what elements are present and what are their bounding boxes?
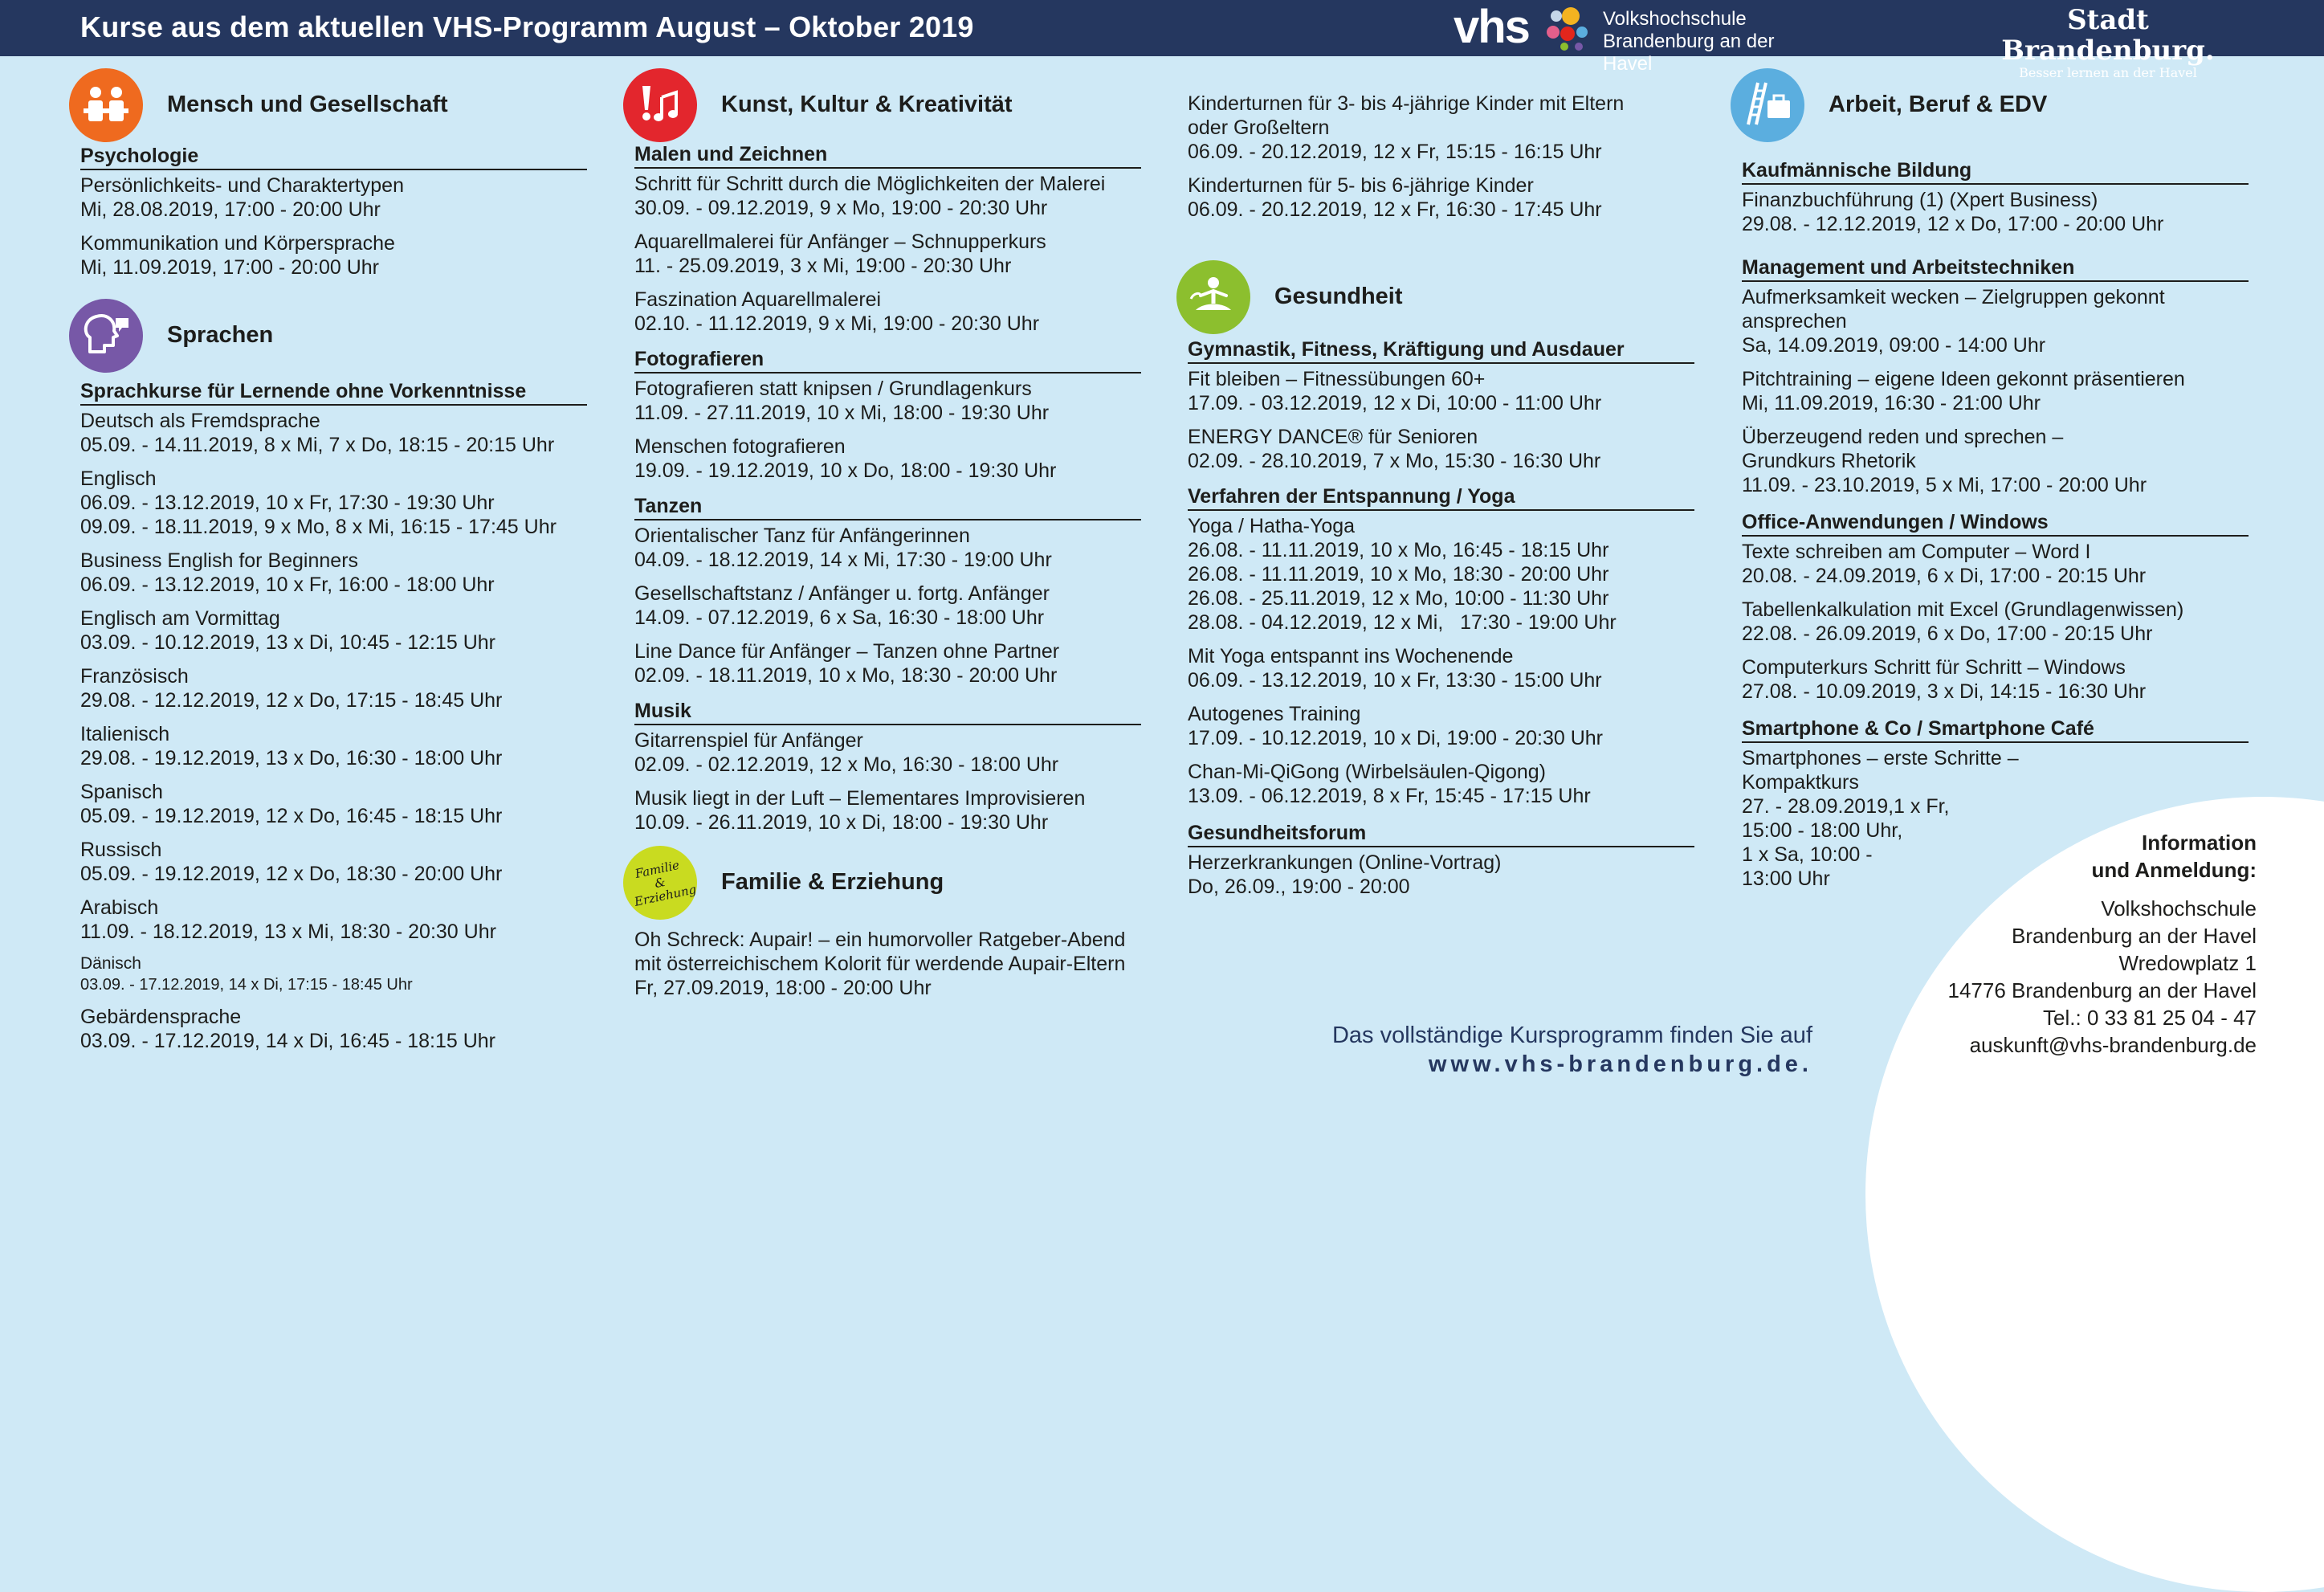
familie-badge-icon: Familie & Erziehung	[623, 846, 697, 920]
course-item: Kinderturnen für 3- bis 4-jährige Kinder mit Eltern oder Großeltern 06.09. - 20.12.2019, 12 x Fr, 15:15 - 16:15 Uhr	[1188, 92, 1625, 163]
vhs-logo-word: vhs	[1454, 1, 1529, 53]
course-item: Russisch 05.09. - 19.12.2019, 12 x Do, 18:30 - 20:00 Uhr	[80, 839, 503, 885]
category-title: Sprachen	[167, 322, 274, 348]
section-kinderturnen	[1188, 92, 1694, 222]
course-item: Italienisch 29.08. - 19.12.2019, 13 x Do, 16:30 - 18:00 Uhr	[80, 723, 503, 769]
category-title: Mensch und Gesellschaft	[167, 92, 448, 117]
info-email-link[interactable]: auskunft@vhs-brandenburg.de	[1969, 1033, 2257, 1057]
category-title: Gesundheit	[1274, 284, 1403, 309]
section-heading: Gesundheitsforum	[1188, 821, 1694, 847]
info-heading: Information	[2142, 831, 2257, 855]
page-title: Kurse aus dem aktuellen VHS-Programm August – Oktober 2019	[80, 10, 974, 43]
course-item: Line Dance für Anfänger – Tanzen ohne Partner 02.09. - 18.11.2019, 10 x Mo, 18:30 - 20:00 Uhr	[634, 640, 1060, 687]
info-phone: Tel.: 0 33 81 25 04 - 47	[2043, 1006, 2257, 1030]
city-logo-name: Stadt Brandenburg.	[2001, 4, 2215, 67]
course-item: Oh Schreck: Aupair! – ein humorvoller Ratgeber-Abend mit österreichischem Kolorit für werdende Aupair-Eltern Fr, 27.09.2019, 18:00 - 20:00 Uhr	[634, 929, 1126, 999]
course-item: Spanisch 05.09. - 19.12.2019, 12 x Do, 16:45 - 18:15 Uhr	[80, 781, 503, 827]
section-heading: Kaufmännische Bildung	[1742, 158, 2249, 185]
category-sprachen	[69, 299, 587, 374]
header-bar	[0, 0, 2324, 80]
city-logo-tagline: Besser lernen an der Havel	[2019, 65, 2197, 80]
section-heading: Management und Arbeitstechniken	[1742, 255, 2249, 282]
section-heading: Tanzen	[634, 494, 1141, 520]
section-tanzen	[634, 494, 1141, 688]
section-heading: Office-Anwendungen / Windows	[1742, 510, 2249, 537]
course-item: Dänisch 03.09. - 17.12.2019, 14 x Di, 17:15 - 18:45 Uhr	[80, 954, 413, 994]
ladder-briefcase-icon	[1731, 68, 1804, 142]
column-2	[623, 68, 1141, 1010]
course-item: Gitarrenspiel für Anfänger 02.09. - 02.12.2019, 12 x Mo, 16:30 - 18:00 Uhr	[634, 729, 1059, 776]
course-item: Chan-Mi-QiGong (Wirbelsäulen-Qigong) 13.09. - 06.12.2019, 8 x Fr, 15:45 - 17:15 Uhr	[1188, 761, 1591, 807]
course-item: Musik liegt in der Luft – Elementares Improvisieren 10.09. - 26.11.2019, 10 x Di, 18:00 - 19:30 Uhr	[634, 787, 1086, 834]
course-item: Persönlichkeits- und Charaktertypen Mi, 28.08.2019, 17:00 - 20:00 Uhr	[80, 174, 404, 221]
section-kaufmaennisch	[1742, 158, 2249, 236]
course-item: Englisch 06.09. - 13.12.2019, 10 x Fr, 17:30 - 19:30 Uhr 09.09. - 18.11.2019, 9 x Mo, 8 x Mi, 16:15 - 17:45 Uhr	[80, 467, 557, 538]
section-sprachkurse	[80, 379, 587, 1053]
info-line: 14776 Brandenburg an der Havel	[1947, 978, 2257, 1002]
section-heading: Psychologie	[80, 144, 587, 170]
category-mensch	[69, 68, 587, 144]
section-heading: Verfahren der Entspannung / Yoga	[1188, 484, 1694, 511]
course-item: Mit Yoga entspannt ins Wochenende 06.09. - 13.12.2019, 10 x Fr, 13:30 - 15:00 Uhr	[1188, 645, 1602, 692]
category-arbeit	[1731, 68, 2249, 144]
meditation-icon	[1176, 260, 1250, 334]
footer-note-text: Das vollständige Kursprogramm finden Sie auf	[1331, 1023, 1812, 1048]
course-item: Smartphones – erste Schritte – Kompaktkurs 27. - 28.09.2019,1 x Fr, 15:00 - 18:00 Uhr, 1 x Sa, 10:00 - 13:00 Uhr	[1742, 747, 2019, 890]
section-heading: Fotografieren	[634, 347, 1141, 374]
column-1	[69, 68, 587, 1063]
course-item: Englisch am Vormittag 03.09. - 10.12.2019, 13 x Di, 10:45 - 12:15 Uhr	[80, 607, 496, 654]
vhs-logo	[1454, 1, 1823, 75]
category-title: Kunst, Kultur & Kreativität	[721, 92, 1013, 117]
course-item: Pitchtraining – eigene Ideen gekonnt präsentieren Mi, 11.09.2019, 16:30 - 21:00 Uhr	[1742, 368, 2185, 414]
course-item: Gebärdensprache 03.09. - 17.12.2019, 14 x Di, 16:45 - 18:15 Uhr	[80, 1006, 496, 1052]
course-item: Aufmerksamkeit wecken – Zielgruppen gekonnt ansprechen Sa, 14.09.2019, 09:00 - 14:00 Uhr	[1742, 286, 2165, 357]
vhs-dots-icon	[1543, 5, 1592, 53]
course-item: Überzeugend reden und sprechen – Grundkurs Rhetorik 11.09. - 23.10.2019, 5 x Mi, 17:00 - 20:00 Uhr	[1742, 426, 2147, 496]
course-item: Herzerkrankungen (Online-Vortrag) Do, 26.09., 19:00 - 20:00	[1188, 851, 1502, 898]
course-item: Deutsch als Fremdsprache 05.09. - 14.11.2019, 8 x Mi, 7 x Do, 18:15 - 20:15 Uhr	[80, 410, 555, 456]
category-kunst	[623, 68, 1141, 144]
section-management	[1742, 255, 2249, 497]
info-line: Wredowplatz 1	[2118, 951, 2257, 975]
course-item: Finanzbuchführung (1) (Xpert Business) 29.08. - 12.12.2019, 12 x Do, 17:00 - 20:00 Uhr	[1742, 189, 2164, 235]
course-item: Autogenes Training 17.09. - 10.12.2019, 10 x Di, 19:00 - 20:30 Uhr	[1188, 703, 1604, 749]
section-heading: Musik	[634, 699, 1141, 725]
people-icon	[69, 68, 143, 142]
course-item: Texte schreiben am Computer – Word I 20.08. - 24.09.2019, 6 x Di, 17:00 - 20:15 Uhr	[1742, 541, 2147, 587]
course-item: Menschen fotografieren 19.09. - 19.12.2019, 10 x Do, 18:00 - 19:30 Uhr	[634, 435, 1057, 482]
info-block	[1947, 829, 2257, 1059]
column-3	[1176, 92, 1694, 908]
category-title: Familie & Erziehung	[721, 869, 944, 895]
speech-head-icon	[69, 299, 143, 373]
course-item: Faszination Aquarellmalerei 02.10. - 11.12.2019, 9 x Mi, 19:00 - 20:30 Uhr	[634, 288, 1040, 335]
section-psychologie	[80, 144, 587, 280]
course-item: Aquarellmalerei für Anfänger – Schnupperkurs 11. - 25.09.2019, 3 x Mi, 19:00 - 20:30 Uhr	[634, 231, 1046, 277]
section-heading: Gymnastik, Fitness, Kräftigung und Ausdauer	[1188, 337, 1694, 364]
info-line: Volkshochschule	[2101, 896, 2257, 921]
course-item: Computerkurs Schritt für Schritt – Windows 27.08. - 10.09.2019, 3 x Di, 14:15 - 16:30 Uhr	[1742, 656, 2147, 703]
course-item: Business English for Beginners 06.09. - 13.12.2019, 10 x Fr, 16:00 - 18:00 Uhr	[80, 549, 495, 596]
section-gymnastik	[1188, 337, 1694, 473]
course-item: Gesellschaftstanz / Anfänger u. fortg. Anfänger 14.09. - 07.12.2019, 6 x Sa, 16:30 - 18:00 Uhr	[634, 582, 1050, 629]
category-familie	[623, 846, 1141, 921]
column-4	[1731, 68, 2249, 900]
section-familie	[634, 928, 1141, 1000]
course-item: Französisch 29.08. - 12.12.2019, 12 x Do, 17:15 - 18:45 Uhr	[80, 665, 503, 712]
section-malen	[634, 142, 1141, 336]
footer-note	[1197, 1021, 1812, 1079]
section-gesundheitsforum	[1188, 821, 1694, 899]
section-office	[1742, 510, 2249, 704]
info-heading: und Anmeldung:	[2091, 858, 2257, 882]
course-item: Arabisch 11.09. - 18.12.2019, 13 x Mi, 18:30 - 20:30 Uhr	[80, 896, 496, 943]
info-line: Brandenburg an der Havel	[2012, 924, 2257, 948]
section-heading: Smartphone & Co / Smartphone Café	[1742, 716, 2249, 743]
category-gesundheit	[1176, 260, 1694, 336]
course-item: Schritt für Schritt durch die Möglichkeiten der Malerei 30.09. - 09.12.2019, 9 x Mo, 19:00 - 20:30 Uhr	[634, 173, 1106, 219]
course-item: Kinderturnen für 5- bis 6-jährige Kinder 06.09. - 20.12.2019, 12 x Fr, 16:30 - 17:45 Uhr	[1188, 174, 1602, 221]
section-musik	[634, 699, 1141, 835]
course-item: Fit bleiben – Fitnessübungen 60+ 17.09. - 03.12.2019, 12 x Di, 10:00 - 11:00 Uhr	[1188, 368, 1602, 414]
website-link[interactable]: www.vhs-brandenburg.de.	[1428, 1051, 1812, 1077]
brush-music-icon	[623, 68, 697, 142]
section-fotografieren	[634, 347, 1141, 483]
course-item: Fotografieren statt knipsen / Grundlagenkurs 11.09. - 27.11.2019, 10 x Mi, 18:00 - 19:30 Uhr	[634, 378, 1050, 424]
section-yoga	[1188, 484, 1694, 808]
section-heading: Sprachkurse für Lernende ohne Vorkenntnisse	[80, 379, 587, 406]
course-item: ENERGY DANCE® für Senioren 02.09. - 28.10.2019, 7 x Mo, 15:30 - 16:30 Uhr	[1188, 426, 1601, 472]
course-item: Kommunikation und Körpersprache Mi, 11.09.2019, 17:00 - 20:00 Uhr	[80, 232, 395, 279]
section-heading: Malen und Zeichnen	[634, 142, 1141, 169]
course-item: Orientalischer Tanz für Anfängerinnen 04.09. - 18.12.2019, 14 x Mi, 17:30 - 19:00 Uhr	[634, 525, 1052, 571]
category-title: Arbeit, Beruf & EDV	[1829, 92, 2048, 117]
course-item: Yoga / Hatha-Yoga 26.08. - 11.11.2019, 10 x Mo, 16:45 - 18:15 Uhr 26.08. - 11.11.2019, 10 x Mo, 18:30 - 20:00 Uhr 26.08. - 25.11.2019, 12 x Mo, 10:00 - 11:30 Uhr 28.08. - 04.12.2019, 12 x Mi, 17:30 - 19:00 Uhr	[1188, 515, 1617, 634]
course-item: Tabellenkalkulation mit Excel (Grundlagenwissen) 22.08. - 26.09.2019, 6 x Do, 17:00 - 20:15 Uhr	[1742, 598, 2184, 645]
vhs-logo-name: Volkshochschule Brandenburg an der Havel	[1603, 8, 1775, 75]
